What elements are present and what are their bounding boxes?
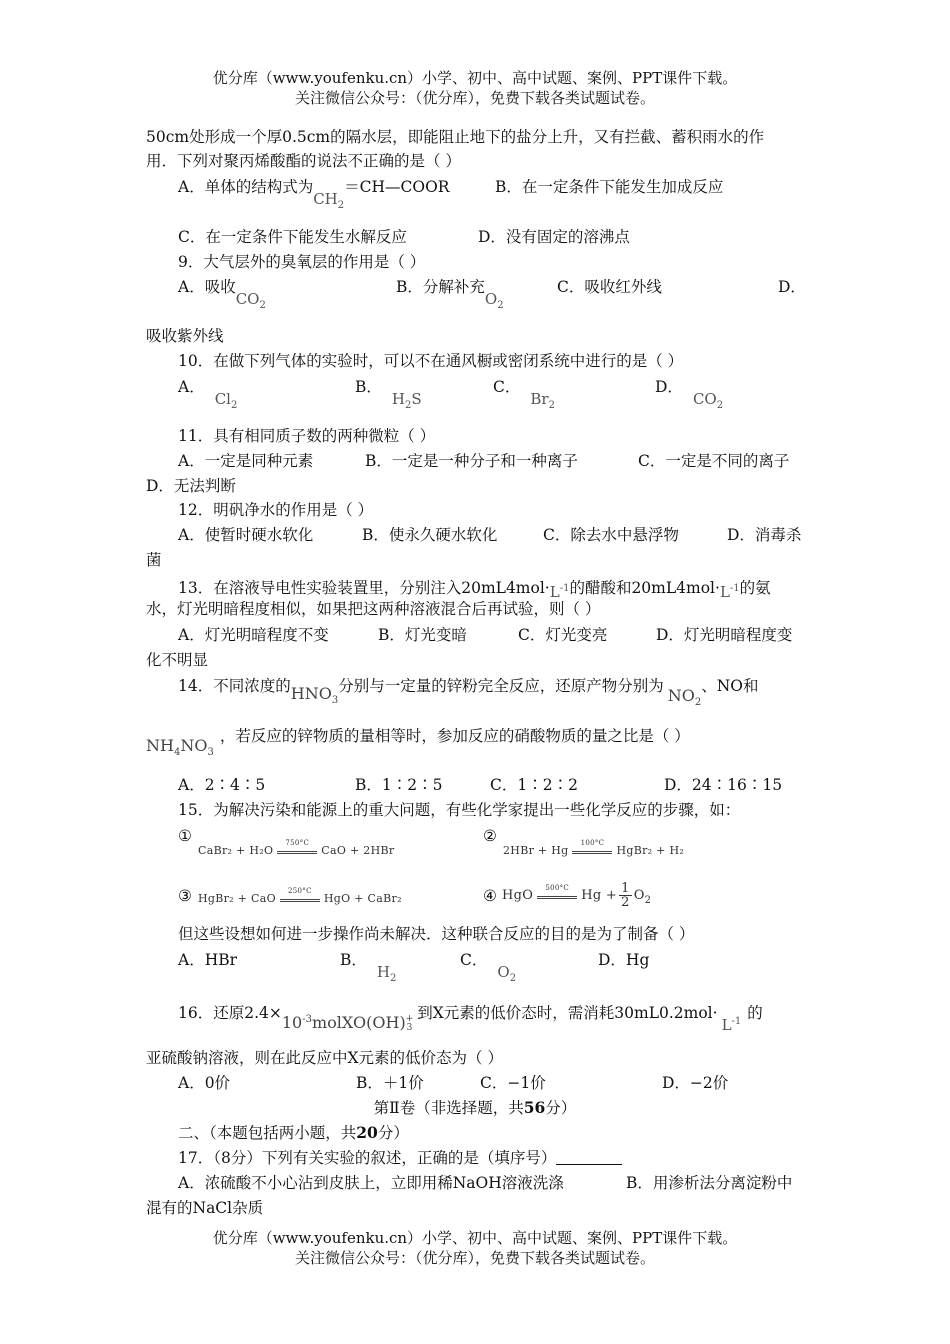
q16-option-c: C．−1价: [480, 1074, 546, 1092]
answer-blank: [556, 1150, 622, 1165]
section2-title: 第Ⅱ卷（非选择题，共56分）: [373, 1098, 577, 1117]
q10-option-a: A．$Cl_2$: [178, 378, 238, 411]
q17-stem: 17．（8分）下列有关实验的叙述，正确的是（填序号）: [178, 1148, 622, 1168]
q10-option-b: B．$H_2S$: [355, 378, 422, 411]
q16-option-b: B．＋1价: [356, 1074, 424, 1092]
q10-option-d: D．$CO_2$: [655, 378, 724, 411]
q15-fraction: $\frac{1}{2}$: [621, 881, 630, 910]
intro-line2: 用．下列对聚丙烯酸酯的说法不正确的是（ ）: [146, 152, 461, 170]
q13-option-d-cont: 化不明显: [146, 651, 209, 669]
q9-option-d-cont: 吸收紫外线: [146, 327, 224, 345]
q14-line1: 14．不同浓度的$HNO_3$分别与一定量的锌粉完全反应，还原产物分别为 $NO_2$、NO和: [178, 677, 759, 708]
q9-option-a: A．吸收$CO_2$: [178, 278, 266, 311]
q14-option-b: B．1∶2∶5: [355, 776, 443, 794]
page-footer-line2: 关注微信公众号：（优分库），免费下载各类试题试卷。: [294, 1249, 655, 1267]
q11-option-d: D．无法判断: [146, 477, 236, 495]
q8-formula: $CH_2$: [313, 190, 345, 211]
q11-option-c: C．一定是不同的离子: [638, 452, 790, 470]
intro-line1: 50cm处形成一个厚0.5cm的隔水层，即能阻止地下的盐分上升，又有拦截、蓄积雨水的作: [146, 128, 765, 146]
q15-option-b: B．$H_2$: [340, 951, 397, 984]
page-header-line1: 优分库（www.youfenku.cn）小学、初中、高中试题、案例、PPT课件下载。: [212, 69, 738, 87]
q10-option-c: C．$Br_2$: [493, 378, 555, 411]
q17-option-a: A．浓硫酸不小心沾到皮肤上，立即用稀NaOH溶液洗涤: [178, 1174, 564, 1192]
q16-line1: 16．还原$2.4\times 10^{-3}molXO(OH)$ + 3 到X元素的低价态时，需消耗$30mL0.2mol\cdot L^{-1}$ 的: [178, 1004, 763, 1034]
q12-option-c: C．除去水中悬浮物: [543, 526, 679, 544]
q11-option-b: B．一定是一种分子和一种离子: [365, 452, 578, 470]
q14-option-d: D．24∶16∶15: [664, 776, 783, 794]
q13-option-b: B．灯光变暗: [378, 626, 467, 644]
q16-line2: 亚硫酸钠溶液，则在此反应中X元素的低价态为（ ）: [146, 1049, 503, 1067]
q13-option-a: A．灯光明暗程度不变: [178, 626, 329, 644]
q16-option-a: A．0价: [178, 1074, 231, 1092]
q17-option-b: B．用渗析法分离淀粉中: [626, 1174, 793, 1192]
q8-option-b: B．在一定条件下能发生加成反应: [495, 178, 724, 196]
q11-stem: 11．具有相同质子数的两种微粒（ ）: [178, 427, 436, 445]
q15-reaction-2: 2HBr + Hg 100°C HgBr₂ + H₂: [503, 839, 685, 857]
q9-stem: 9．大气层外的臭氧层的作用是（ ）: [178, 253, 426, 271]
q12-option-b: B．使永久硬水软化: [362, 526, 498, 544]
q12-option-d-cont: 菌: [146, 551, 162, 569]
q15-reaction-4: HgO 500°C Hg + $\frac{1}{2}$ $O_2$: [502, 881, 652, 910]
q11-option-a: A．一定是同种元素: [178, 452, 314, 470]
q15-option-c: C．$O_2$: [460, 951, 517, 984]
q12-option-d: D．消毒杀: [727, 526, 802, 544]
q9-option-b: B．分解补充$O_2$: [396, 278, 504, 311]
q13-line1: 13．在溶液导电性实验装置里，分别注入$20mL4mol\cdot L^{-1}$的醋酸和$20mL4mol\cdot L^{-1}$的氨: [178, 579, 771, 601]
q12-option-a: A．使暂时硬水软化: [178, 526, 314, 544]
q15-option-a: A．HBr: [178, 951, 238, 969]
q8-option-d: D．没有固定的溶沸点: [478, 228, 630, 246]
q15-num-3: ③: [178, 887, 192, 905]
q14-line2: $NH_4NO_3$，若反应的锌物质的量相等时，参加反应的硝酸物质的量之比是（ ）: [146, 727, 690, 758]
q12-stem: 12．明矾净水的作用是（ ）: [178, 501, 374, 519]
q16-option-d: D．−2价: [662, 1074, 729, 1092]
q8-option-a: A．单体的结构式为$CH_2=CH—COOR$: [178, 178, 450, 211]
section2-part-heading: 二、（本题包括两小题，共20分）: [178, 1123, 409, 1142]
q15-num-1: ①: [178, 827, 192, 845]
q15-reaction-3: HgBr₂ + CaO 250°C HgO + CaBr₂: [198, 887, 402, 905]
q17-option-b-cont: 混有的NaCl杂质: [146, 1199, 264, 1217]
q15-stem: 15．为解决污染和能源上的重大问题，有些化学家提出一些化学反应的步骤，如：: [178, 801, 741, 819]
page-header-line2: 关注微信公众号：（优分库），免费下载各类试题试卷。: [294, 89, 655, 107]
q13-option-d: D．灯光明暗程度变: [656, 626, 793, 644]
q10-stem: 10．在做下列气体的实验时，可以不在通风橱或密闭系统中进行的是（ ）: [178, 352, 684, 370]
q13-line2: 水，灯光明暗程度相似，如果把这两种溶液混合后再试验，则（ ）: [146, 600, 601, 618]
q15-option-d: D．Hg: [598, 951, 650, 969]
page-footer-line1: 优分库（www.youfenku.cn）小学、初中、高中试题、案例、PPT课件下载。: [212, 1229, 738, 1247]
q9-option-d: D．: [778, 278, 806, 296]
q15-note: 但这些设想如何进一步操作尚未解决．这种联合反应的目的是为了制备（ ）: [178, 925, 695, 943]
q8-option-c: C．在一定条件下能发生水解反应: [178, 228, 407, 246]
q15-num-4: ④: [483, 887, 497, 905]
q9-option-c: C．吸收红外线: [557, 278, 662, 296]
q13-option-c: C．灯光变亮: [518, 626, 608, 644]
q14-option-c: C．1∶2∶2: [490, 776, 578, 794]
q15-num-2: ②: [483, 827, 497, 845]
q14-option-a: A．2∶4∶5: [178, 776, 266, 794]
q15-reaction-1: CaBr₂ + H₂O 750°C CaO + 2HBr: [198, 839, 395, 857]
